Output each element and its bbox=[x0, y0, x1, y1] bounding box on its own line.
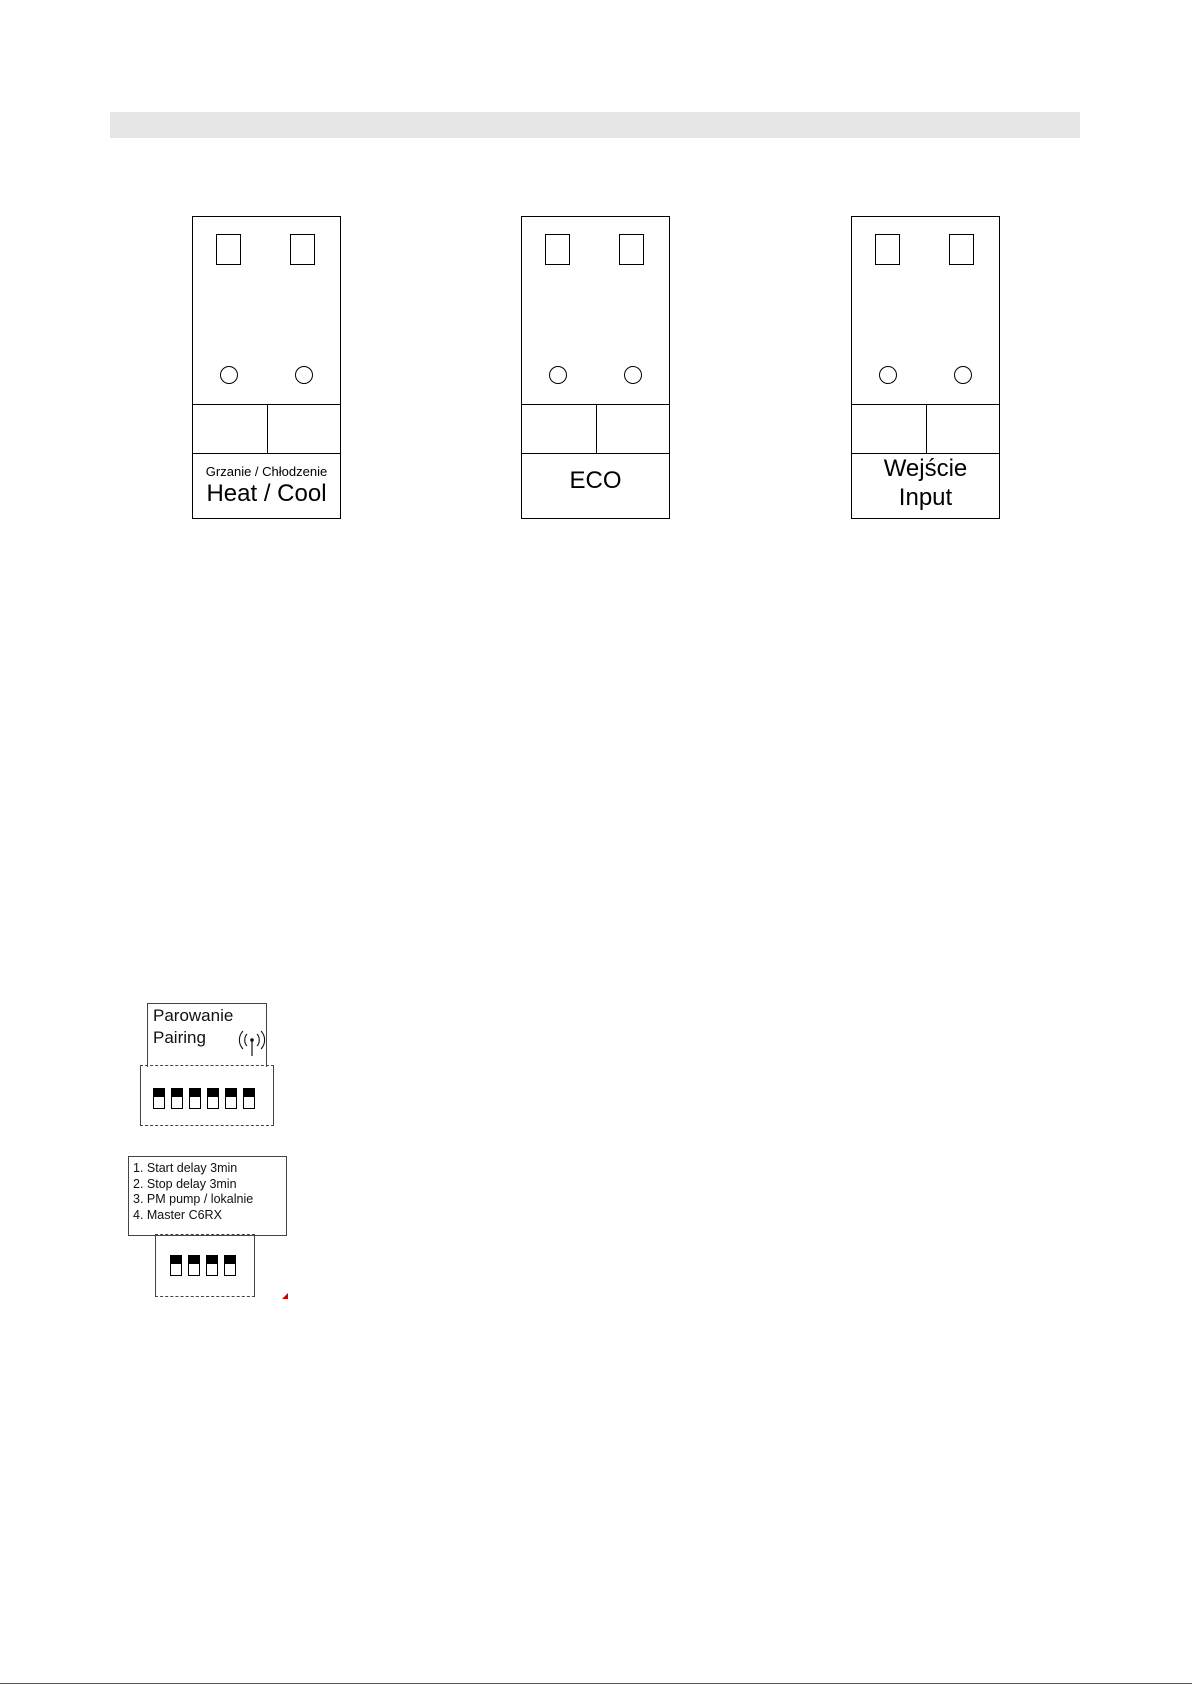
dip-switch-1[interactable] bbox=[153, 1088, 165, 1109]
module-label-en: Input bbox=[898, 484, 953, 511]
module-label-pl: Grzanie / Chłodzenie bbox=[205, 464, 328, 479]
dip-switch-master[interactable] bbox=[224, 1255, 236, 1276]
right-button[interactable] bbox=[926, 405, 1000, 453]
led-indicator-icon bbox=[295, 366, 313, 384]
dip-switch-3[interactable] bbox=[189, 1088, 201, 1109]
section-header-bar bbox=[110, 112, 1080, 138]
dip-switch-stop-delay[interactable] bbox=[188, 1255, 200, 1276]
module-label-eco: ECO bbox=[569, 467, 622, 494]
terminal-square-icon bbox=[290, 234, 315, 265]
dip-switch-4[interactable] bbox=[207, 1088, 219, 1109]
terminal-square-icon bbox=[875, 234, 900, 265]
pairing-label-en: Pairing bbox=[153, 1028, 206, 1047]
module-label bbox=[852, 454, 999, 518]
options-dip-switch-block bbox=[155, 1234, 255, 1297]
pairing-dip-switch-block bbox=[140, 1065, 274, 1126]
dip-switch-start-delay[interactable] bbox=[170, 1255, 182, 1276]
option-item: 4. Master C6RX bbox=[133, 1207, 222, 1222]
corner-marker-icon bbox=[282, 1293, 288, 1299]
dip-switch-pm-pump[interactable] bbox=[206, 1255, 218, 1276]
left-button[interactable] bbox=[852, 405, 926, 453]
pairing-label bbox=[147, 1003, 267, 1067]
option-item: 3. PM pump / lokalnie bbox=[133, 1192, 254, 1206]
module-heat-cool bbox=[192, 216, 341, 519]
left-button[interactable] bbox=[193, 405, 267, 453]
left-button[interactable] bbox=[522, 405, 596, 453]
dip-switch-5[interactable] bbox=[225, 1088, 237, 1109]
terminal-square-icon bbox=[545, 234, 570, 265]
led-indicator-icon bbox=[549, 366, 567, 384]
pairing-label-pl: Parowanie bbox=[153, 1006, 234, 1025]
page-bottom-rule bbox=[0, 1683, 1192, 1684]
led-indicator-icon bbox=[624, 366, 642, 384]
led-indicator-icon bbox=[220, 366, 238, 384]
button-row bbox=[193, 404, 340, 454]
led-indicator-icon bbox=[879, 366, 897, 384]
module-eco bbox=[521, 216, 670, 519]
module-input bbox=[851, 216, 1000, 519]
module-label bbox=[522, 454, 669, 518]
terminal-square-icon bbox=[216, 234, 241, 265]
module-label-en: Heat / Cool bbox=[206, 480, 327, 507]
option-item: 1. Start delay 3min bbox=[133, 1161, 238, 1175]
button-row bbox=[852, 404, 999, 454]
module-label-pl: Wejście bbox=[883, 455, 968, 482]
option-item: 2. Stop delay 3min bbox=[133, 1176, 237, 1191]
options-label bbox=[128, 1156, 287, 1236]
terminal-square-icon bbox=[619, 234, 644, 265]
button-row bbox=[522, 404, 669, 454]
dip-switch-6[interactable] bbox=[243, 1088, 255, 1109]
dip-switch-2[interactable] bbox=[171, 1088, 183, 1109]
terminal-square-icon bbox=[949, 234, 974, 265]
antenna-icon bbox=[236, 1028, 268, 1060]
module-label bbox=[193, 454, 340, 518]
right-button[interactable] bbox=[596, 405, 670, 453]
led-indicator-icon bbox=[954, 366, 972, 384]
right-button[interactable] bbox=[267, 405, 341, 453]
